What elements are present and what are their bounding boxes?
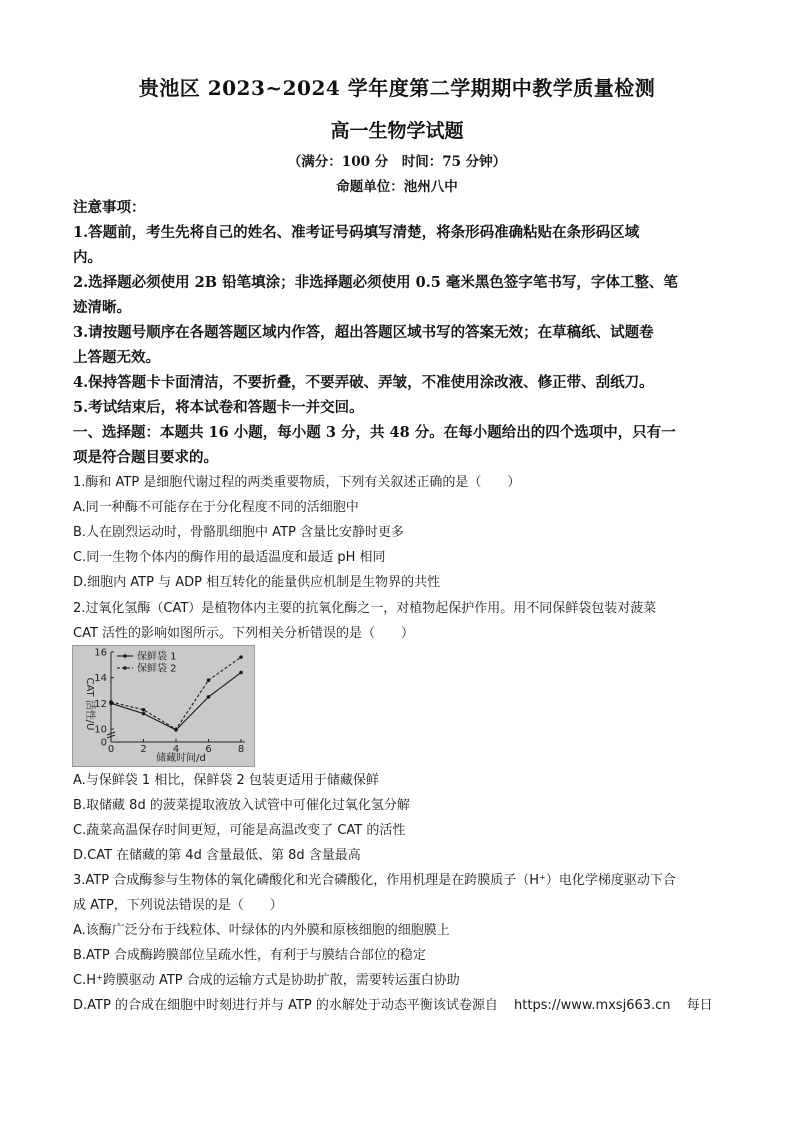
q3-option-a: A.该酶广泛分布于线粒体、叶绿体的内外膜和原核细胞的细胞膜上 xyxy=(73,923,450,938)
data-point xyxy=(142,708,146,712)
notice-line: 2.选择题必须使用 2B 铅笔填涂；非选择题必须使用 0.5 毫米黑色签字笔书写，字体工整、笔 xyxy=(73,274,678,291)
y-tick-label: 10 xyxy=(94,724,107,736)
y-tick-label: 14 xyxy=(94,673,107,685)
q1-option-d: D.细胞内 ATP 与 ADP 相互转化的能量供应机制是生物界的共性 xyxy=(73,575,441,590)
data-point xyxy=(207,678,211,682)
data-point xyxy=(207,695,211,699)
source-link[interactable]: https://www.mxsj663.cn xyxy=(514,998,671,1013)
series-line-1 xyxy=(111,673,241,730)
x-tick-label: 4 xyxy=(172,744,180,755)
notice-line: 4.保持答题卡卡面清洁，不要折叠，不要弄破、弄皱，不准使用涂改液、修正带、刮纸刀。 xyxy=(73,374,654,391)
q3-option-d xyxy=(73,993,723,1018)
y-axis-label: CAT 活性/U xyxy=(84,677,95,731)
q1-option-c: C.同一生物个体内的酶作用的最适温度和最适 pH 相同 xyxy=(73,550,386,565)
source-tail: 每日 xyxy=(686,998,713,1013)
x-tick-label: 0 xyxy=(107,744,115,755)
notice-line: 1.答题前，考生先将自己的姓名、准考证号码填写清楚，将条形码准确粘贴在条形码区域 xyxy=(73,224,640,241)
q3-option-c: C.H⁺跨膜驱动 ATP 合成的运输方式是协助扩散，需要转运蛋白协助 xyxy=(73,973,460,988)
cat-activity-chart xyxy=(72,645,255,767)
y-tick-label: 16 xyxy=(94,647,107,659)
exam-title: 贵池区 2023~2024 学年度第二学期期中教学质量检测 xyxy=(138,76,656,100)
q2-stem-cont: CAT 活性的影响如图所示。下列相关分析错误的是（ ） xyxy=(73,626,415,641)
q3-stem-cont: 成 ATP，下列说法错误的是（ ） xyxy=(73,898,283,913)
data-point xyxy=(174,727,178,731)
q3-option-d-text: D.ATP 的合成在细胞中时刻进行并与 ATP 的水解处于动态平衡该试卷源自 xyxy=(73,998,498,1013)
chart-svg xyxy=(73,646,254,766)
data-point xyxy=(142,712,146,716)
q2-option-d: D.CAT 在储藏的第 4d 含量最低、第 8d 含量最高 xyxy=(73,848,361,863)
q3-option-b: B.ATP 合成酶跨膜部位呈疏水性，有利于与膜结合部位的稳定 xyxy=(73,948,426,963)
legend-marker xyxy=(123,654,127,658)
section-heading: 一、选择题：本题共 16 小题，每小题 3 分，共 48 分。在每小题给出的四个选项中，只有一 xyxy=(73,424,676,441)
legend-label-1: 保鲜袋 1 xyxy=(137,651,177,663)
exam-subtitle: 高一生物学试题 xyxy=(330,120,464,142)
data-point xyxy=(239,655,243,659)
notice-line: 上答题无效。 xyxy=(73,349,160,366)
x-axis-label: 储藏时间/d xyxy=(156,753,206,764)
data-point xyxy=(109,700,113,704)
notice-line: 5.考试结束后，将本试卷和答题卡一并交回。 xyxy=(73,399,364,416)
q1-option-a: A.同一种酶不可能存在于分化程度不同的活细胞中 xyxy=(73,500,359,515)
legend-label-2: 保鲜袋 2 xyxy=(137,663,177,675)
notice-line: 内。 xyxy=(73,249,102,266)
data-point xyxy=(239,671,243,675)
q1-stem: 1.酶和 ATP 是细胞代谢过程的两类重要物质，下列有关叙述正确的是（ ） xyxy=(73,475,521,490)
x-tick-label: 2 xyxy=(140,744,147,755)
notice-line: 3.请按题号顺序在各题答题区域内作答，超出答题区域书写的答案无效；在草稿纸、试题卷 xyxy=(73,324,654,341)
y-tick-label: 0 xyxy=(100,737,107,749)
author-unit: 命题单位：池州八中 xyxy=(336,179,458,195)
x-tick-label: 6 xyxy=(205,744,212,755)
q2-option-c: C.蔬菜高温保存时间更短，可能是高温改变了 CAT 的活性 xyxy=(73,823,406,838)
q2-option-b: B.取储藏 8d 的菠菜提取液放入试管中可催化过氧化氢分解 xyxy=(73,798,410,813)
section-heading-cont: 项是符合题目要求的。 xyxy=(73,449,218,466)
legend-marker xyxy=(123,666,127,670)
y-tick-label: 12 xyxy=(94,698,107,710)
score-time: （满分：100 分 时间：75 分钟） xyxy=(287,154,507,170)
notice-heading: 注意事项： xyxy=(73,199,146,216)
q1-option-b: B.人在剧烈运动时，骨骼肌细胞中 ATP 含量比安静时更多 xyxy=(73,525,404,540)
q2-option-a: A.与保鲜袋 1 相比，保鲜袋 2 包装更适用于储藏保鲜 xyxy=(73,773,379,788)
notice-line: 迹清晰。 xyxy=(73,299,131,316)
q3-stem: 3.ATP 合成酶参与生物体的氧化磷酸化和光合磷酸化，作用机理是在跨膜质子（H⁺）电化学梯度驱动下合 xyxy=(73,873,676,888)
q2-stem: 2.过氧化氢酶（CAT）是植物体内主要的抗氧化酶之一，对植物起保护作用。用不同保鲜袋包装对菠菜 xyxy=(73,601,657,616)
x-tick-label: 8 xyxy=(237,744,245,755)
